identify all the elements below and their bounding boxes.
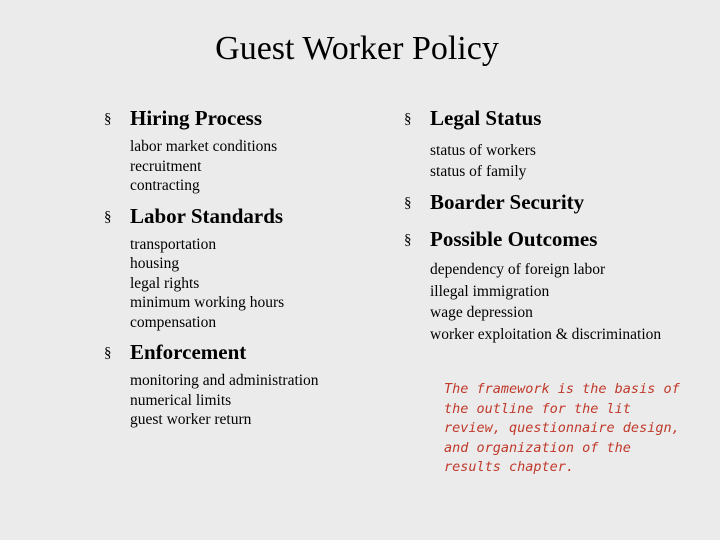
list-item: monitoring and administration <box>130 372 319 389</box>
list-item: housing <box>130 255 180 272</box>
section-labor-standards <box>104 202 384 333</box>
list-item: compensation <box>130 313 217 331</box>
framework-note: The framework is the basis of the outline for the lit review, questionnaire design, and organization of the results chapter. <box>444 381 680 475</box>
section-possible-outcomes <box>404 225 714 345</box>
section-heading: Possible Outcomes <box>430 227 598 251</box>
list-item: legal rights <box>130 274 200 292</box>
sub-list <box>404 259 714 345</box>
list-item: status of workers <box>430 142 536 159</box>
section-heading: Enforcement <box>130 340 247 364</box>
list-item: transportation <box>130 235 217 253</box>
section-hiring-process <box>104 104 384 196</box>
list-item: dependency of foreign labor <box>430 261 606 278</box>
section-heading: Boarder Security <box>430 190 585 214</box>
sub-list <box>404 140 714 182</box>
list-item: minimum working hours <box>130 294 285 311</box>
section-heading: Legal Status <box>430 106 542 130</box>
list-item: wage depression <box>430 304 533 321</box>
bullet-icon: § <box>404 195 412 211</box>
list-item: illegal immigration <box>430 282 550 300</box>
list-item: status of family <box>430 163 527 180</box>
list-item: contracting <box>130 177 200 194</box>
bullet-icon: § <box>104 111 112 127</box>
slide-title: Guest Worker Policy <box>215 30 499 67</box>
list-item: numerical limits <box>130 391 232 409</box>
section-legal-status <box>404 104 714 182</box>
list-item: labor market conditions <box>130 138 278 155</box>
bullet-icon: § <box>404 232 412 248</box>
section-boarder-security <box>404 188 714 219</box>
list-item: worker exploitation & discrimination <box>430 325 662 343</box>
section-enforcement <box>104 338 384 430</box>
sub-list <box>104 371 384 430</box>
sub-list <box>104 235 384 333</box>
bullet-icon: § <box>404 111 412 127</box>
section-heading: Hiring Process <box>130 106 263 130</box>
right-column <box>404 104 714 345</box>
list-item: recruitment <box>130 157 202 175</box>
bullet-icon: § <box>104 208 112 225</box>
section-heading: Labor Standards <box>130 203 284 228</box>
left-column <box>104 104 384 430</box>
sub-list <box>104 137 384 196</box>
bullet-icon: § <box>104 345 112 361</box>
list-item: guest worker return <box>130 411 252 428</box>
